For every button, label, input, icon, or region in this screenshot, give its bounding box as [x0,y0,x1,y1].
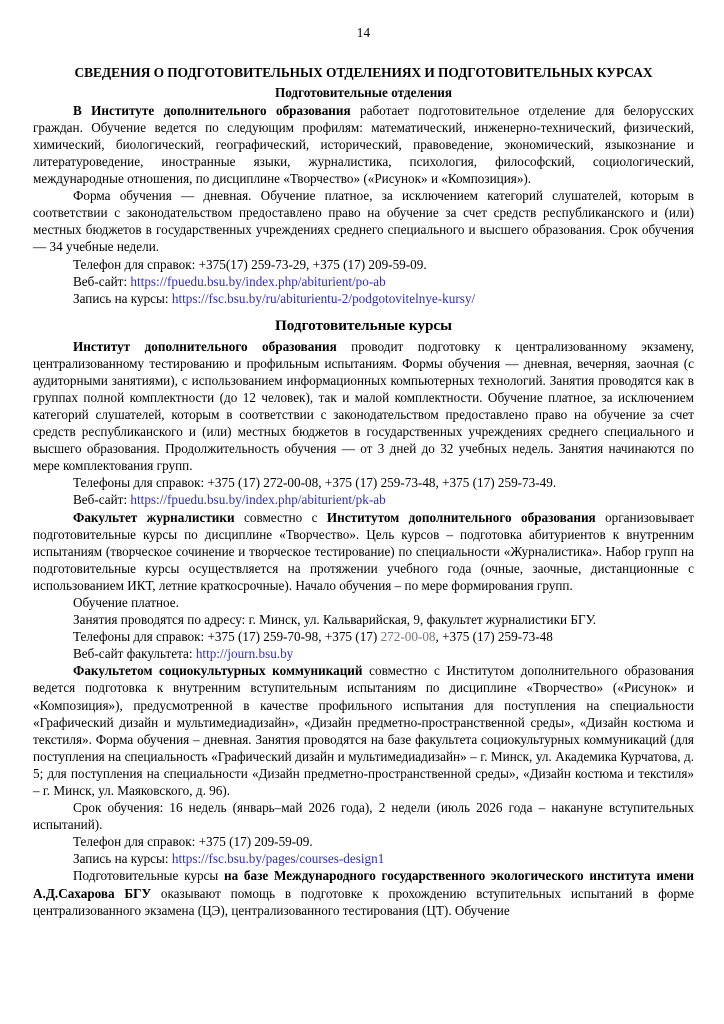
departments-signup-link[interactable]: https://fsc.bsu.by/ru/abiturientu-2/podgotovitelnye-kursy/ [171,290,476,306]
journalism-address-line: Занятия проводятся по адресу: г. Минск, ул. Кальварийская, 9, факультет журналистики БГУ. [73,612,597,628]
sociocultural-signup-label: Запись на курсы: [73,851,169,867]
departments-phone-value: +375(17) 259-73-29, +375 (17) 209-59-09. [195,256,427,272]
page-title: СВЕДЕНИЯ О ПОДГОТОВИТЕЛЬНЫХ ОТДЕЛЕНИЯХ И ПОДГОТОВИТЕЛЬНЫХ КУРСАХ [74,65,653,81]
bold-run-institute-courses: Институт дополнительного образования [73,338,337,354]
sociocultural-signup-line [33,850,694,867]
sociocultural-phone-line [33,833,694,850]
section-heading-courses: Подготовительные курсы [274,316,453,334]
courses-website-link[interactable]: https://fpuedu.bsu.by/index.php/abiturient/pk-ab [130,492,386,508]
paragraph-sakharov-intro [33,867,694,918]
bold-run-institute-journalism: Институтом дополнительного образования [326,509,596,525]
paragraph-journalism-intro [33,509,694,594]
text-run-journalism-mid: совместно с [234,509,327,525]
courses-phones-line [33,474,694,491]
journalism-phones-line [33,628,694,645]
paragraph-courses-intro [33,338,694,475]
text-run-sociocultural-rest: совместно с Институтом дополнительного образования ведется подготовка к внутренним вступительным испытаниям по дисциплине «Творчество» («Рисунок» и «Композиция»), предусмотренной в качестве профильного испытания для поступления на специальности «Графический дизайн и мультимедиадизайн», «Дизайн предметно-пространственной среды», «Дизайн костюма и текстиля». Форма обучения – дневная. Занятия проводятся на базе факультета социокультурных коммуникаций (для поступления на специальность «Графический дизайн и мультимедиадизайн» – г. Минск, ул. Академика Курчатова, д. 5; для поступления на специальности «Дизайн предметно-пространственной среды», «Дизайн костюма и текстиля» – г. Минск, ул. Маяковского, д. 96). [33,663,694,799]
departments-website-link[interactable]: https://fpuedu.bsu.by/index.php/abiturient/po-ab [130,273,386,289]
paragraph-departments-terms: Форма обучения — дневная. Обучение платное, за исключением категорий слушателей, которым в соответствии с законодательством предоставлено право на обучение за счет средств республиканского и (или) местных бюджетов в государственных учреждениях среднего специального и высшего образования. Срок обучения — 34 учебные недели. [33,188,694,255]
journalism-paid-line: Обучение платное. [73,594,179,610]
sociocultural-signup-link[interactable]: https://fsc.bsu.by/pages/courses-design1 [171,851,385,867]
sociocultural-phone-value: +375 (17) 209-59-09. [195,834,313,850]
text-run-journalism-rest: организовывает подготовительные курсы по дисциплине «Творчество». Цель курсов – подготовка абитуриентов к внутренним испытаниям (творческое сочинение и творческое тестирование) по специальности «Журналистика». Набор групп на подготовительные курсы осуществляется на протяжении учебного года (очные, заочные, дистанционные с использованием ИКТ, летние краткосрочные). Начало обучения – по мере формирования групп. [33,509,694,593]
journalism-website-label: Веб-сайт факультета: [73,646,193,662]
departments-signup-line [33,290,694,307]
text-run-sakharov-rest: оказывают помощь в подготовке к прохождению вступительных испытаний в форме централизованного экзамена (ЦЭ), централизованного тестирования (ЦТ). Обучение [33,885,694,918]
courses-phones-label: Телефоны для справок: [73,475,205,491]
paragraph-sociocultural-duration: Срок обучения: 16 недель (январь–май 2026 года), 2 недели (июль 2026 года – накануне вступительных испытаний). [33,800,694,833]
paragraph-departments-intro [33,102,694,187]
bold-run-institute: В Институте дополнительного образования [73,102,351,118]
departments-phone-label: Телефон для справок: [73,256,196,272]
page-number: 14 [356,25,371,40]
journalism-phone-dim: 272-00-08 [380,629,436,645]
journalism-phones-part2: , +375 (17) 259-73-48 [435,629,553,645]
bold-run-sakharov-institute: на базе Международного государственного экологического института имени А.Д.Сахарова БГУ [33,868,694,901]
journalism-phones-part1: +375 (17) 259-70-98, +375 (17) [204,629,381,645]
sociocultural-phone-label: Телефон для справок: [73,834,196,850]
journalism-website-link[interactable]: http://journ.bsu.by [195,646,294,662]
bold-run-journalism-faculty: Факультет журналистики [73,509,235,525]
courses-website-label: Веб-сайт: [73,492,128,508]
departments-website-label: Веб-сайт: [73,273,128,289]
text-run-departments-intro: работает подготовительное отделение для белорусских граждан. Обучение ведется по следующим профилям: математический, инженерно-технический, физический, химический, биологический, географический, исторический, правоведение, экономический, языкознание и литературоведение, иностранные языки, журналистика, психология, философский, социологический, международные отношения, по дисциплине «Творчество» («Рисунок» и «Композиция»). [33,102,694,187]
journalism-website-line [33,645,694,662]
section-heading-departments: Подготовительные отделения [274,84,453,100]
departments-signup-label: Запись на курсы: [73,290,169,306]
paragraph-sociocultural-intro [33,662,694,799]
text-run-courses-intro: проводит подготовку к централизованному экзамену, централизованному тестированию и профильным испытаниям. Формы обучения — дневная, вечерняя, заочная (с аудиторными занятиями), с использованием информационных компьютерных технологий. Занятия проводятся как в группах полной комплектности (до 12 человек), так и малой комплектности. Обучение платное, за исключением категорий слушателей, которым в соответствии с законодательством предоставлено право на обучение за счет средств республиканского и (или) местных бюджетов в государственных учреждениях среднего специального и высшего образования. Продолжительность обучения — от 3 дней до 32 учебных недель. Занятия начинаются по мере комплектования групп. [33,338,694,474]
courses-phones-value: +375 (17) 272-00-08, +375 (17) 259-73-48, +375 (17) 259-73-49. [204,475,557,491]
journalism-phones-label: Телефоны для справок: [73,629,205,645]
bold-run-sociocultural-faculty: Факультетом социокультурных коммуникаций [73,663,363,679]
courses-website-line [33,491,694,508]
departments-phone-line [33,256,694,273]
text-run-sakharov-part1: Подготовительные курсы [73,868,224,884]
departments-website-line [33,273,694,290]
